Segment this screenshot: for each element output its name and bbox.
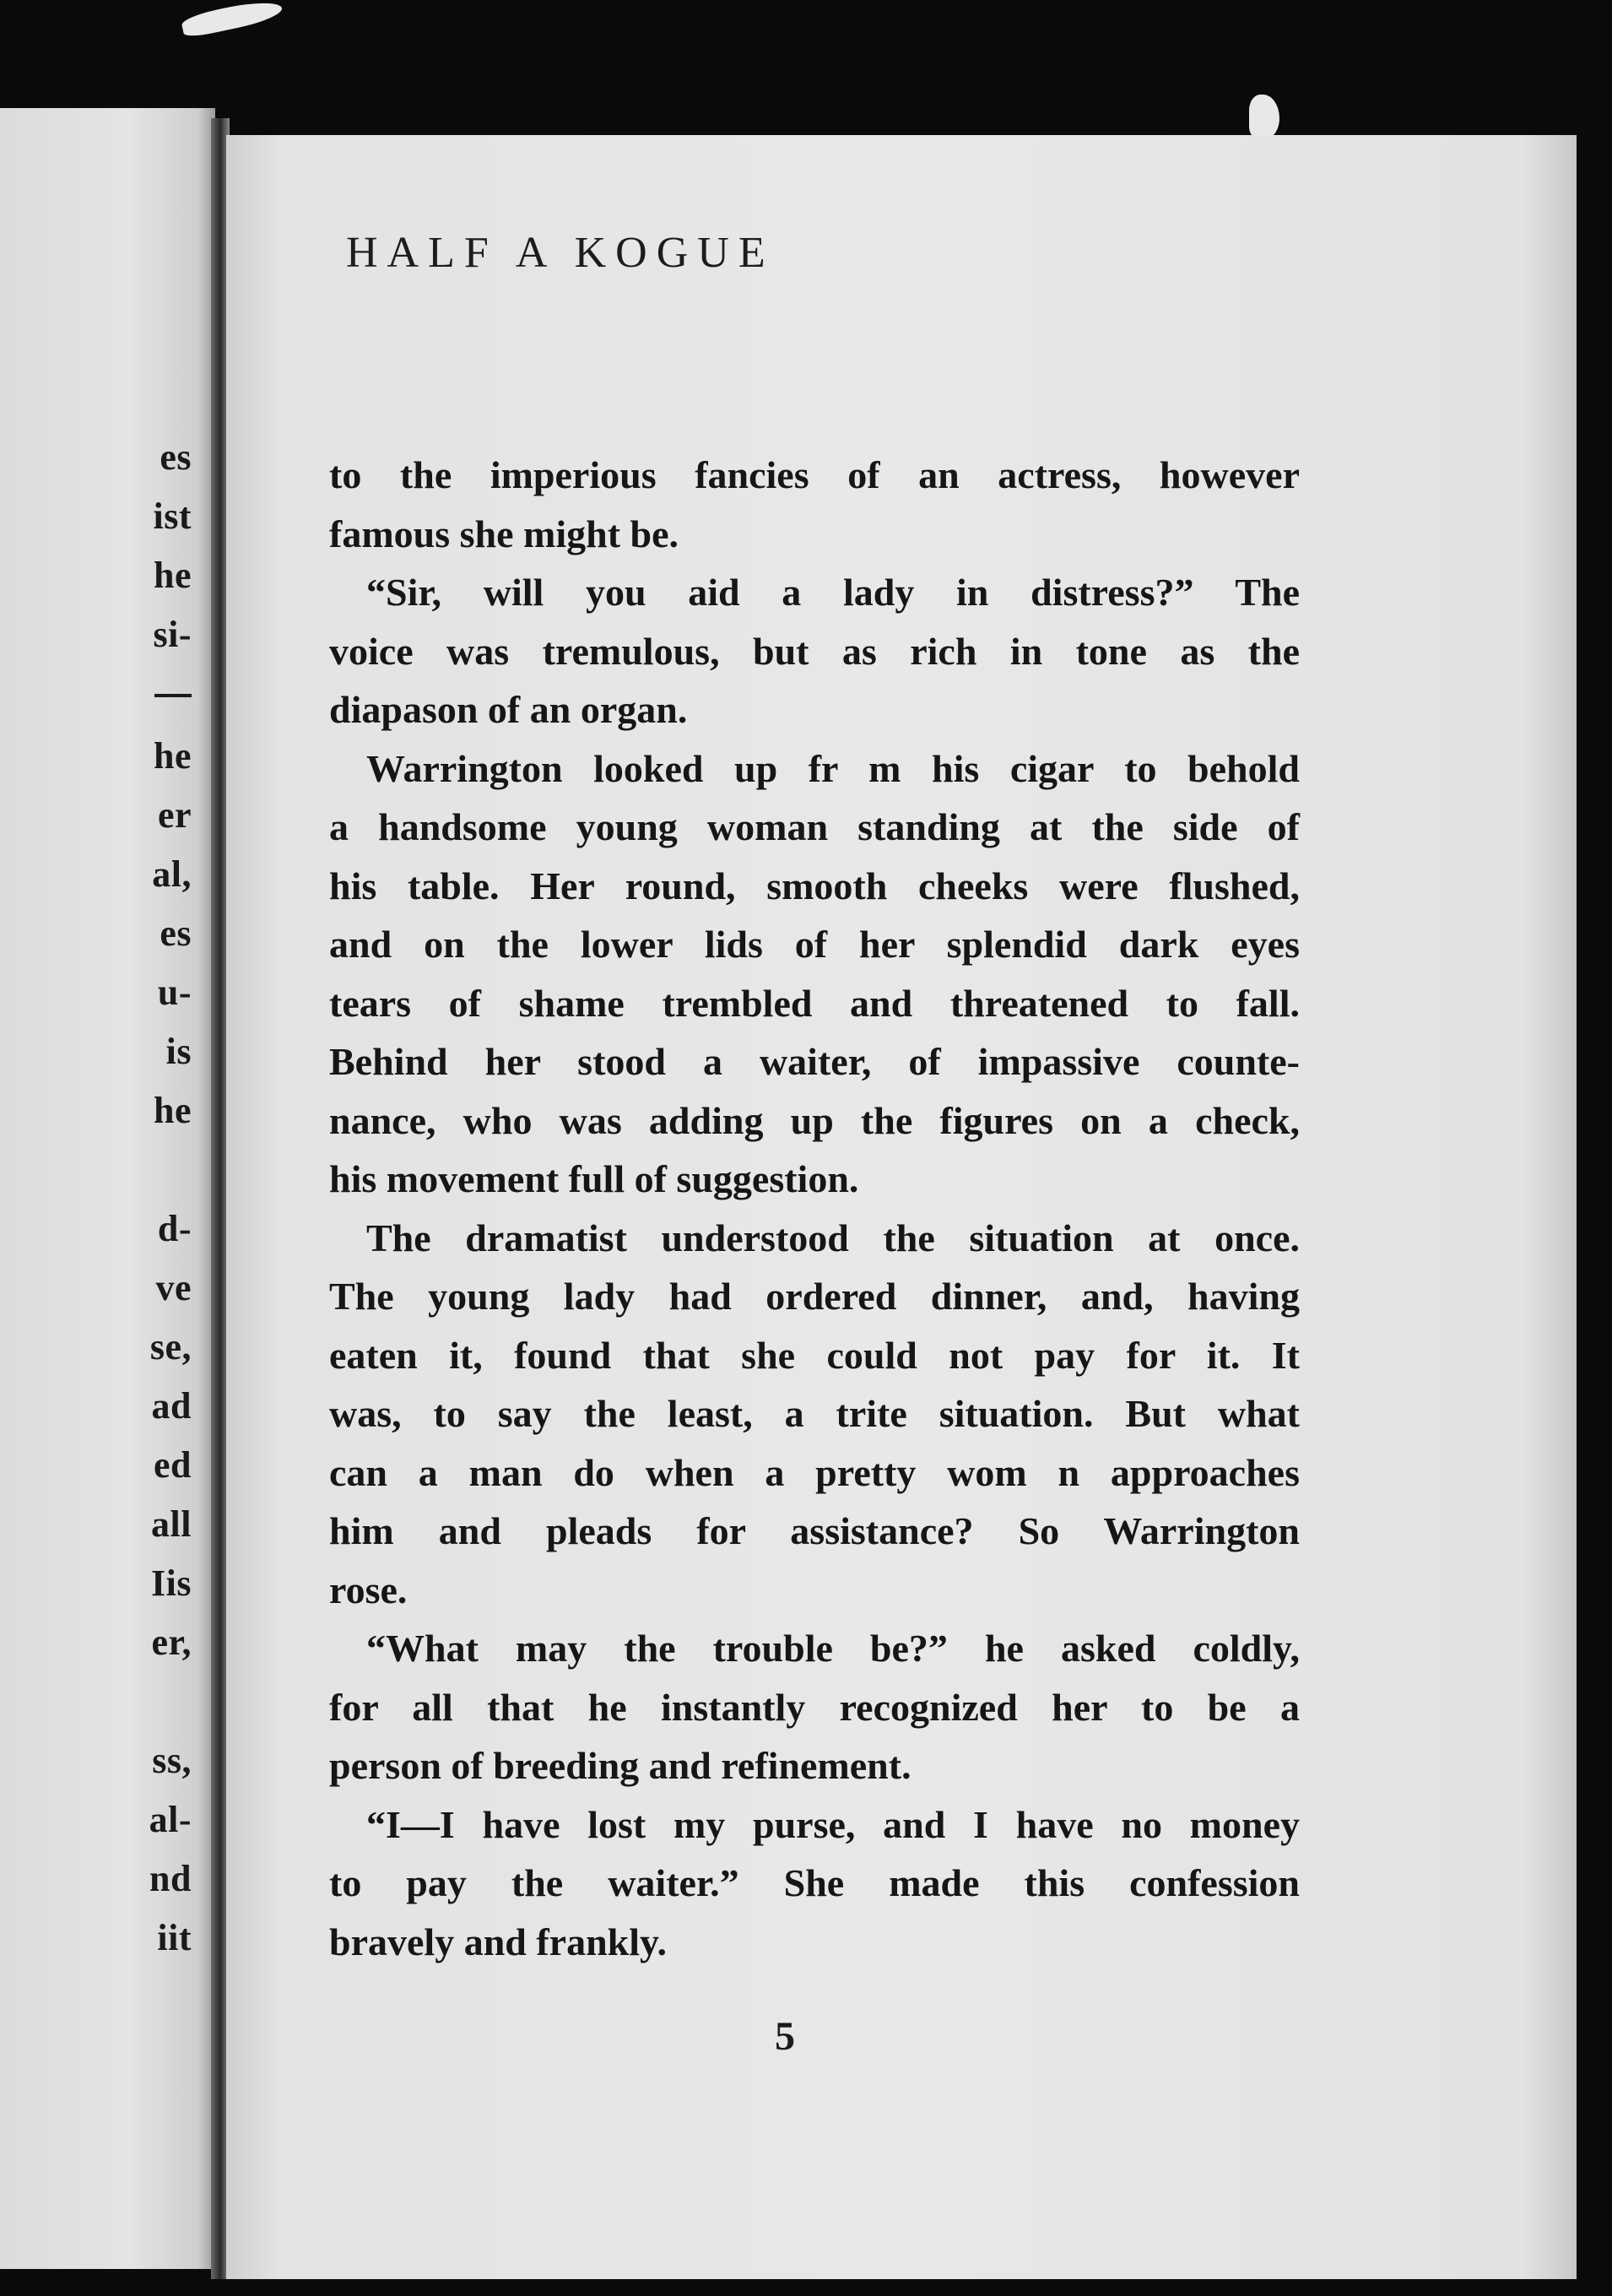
facing-page-fragment: se, (149, 1326, 192, 1367)
facing-page-fragment: ed (154, 1444, 192, 1486)
facing-page-fragment: ist (153, 495, 192, 537)
text-line: tears of shame trembled and threatened to fall. (329, 981, 1300, 1025)
text-line: person of breeding and refinement. (329, 1744, 911, 1787)
text-line: a handsome young woman standing at the side of (329, 805, 1300, 848)
facing-page-fragment: ve (155, 1267, 192, 1308)
text-line: was, to say the least, a trite situation. But what (329, 1392, 1300, 1435)
text-line: rose. (329, 1568, 408, 1611)
facing-page-fragment: er (157, 794, 192, 836)
text-line: The dramatist understood the situation at once. (366, 1216, 1300, 1259)
text-line: to pay the waiter.” She made this confession (329, 1861, 1300, 1904)
text-line: and on the lower lids of her splendid dark eyes (329, 923, 1300, 966)
page-number: 5 (775, 2014, 795, 2059)
text-line: can a man do when a pretty wom n approaches (329, 1450, 1300, 1494)
text-line: nance, who was adding up the figures on a check, (329, 1098, 1300, 1142)
text-line: him and pleads for assistance? So Warrington (329, 1509, 1300, 1552)
facing-page-dash (154, 694, 192, 697)
facing-page-fragment: es (160, 436, 192, 478)
facing-page-fragment: is (165, 1031, 192, 1072)
text-line: “I—I have lost my purse, and I have no money (366, 1802, 1300, 1846)
text-line: famous she might be. (329, 512, 679, 555)
facing-page-fragment: al- (149, 1799, 192, 1840)
text-line: to the imperious fancies of an actress, however (329, 453, 1300, 496)
facing-page-fragment: iit (157, 1917, 192, 1958)
text-line: voice was tremulous, but as rich in tone as the (329, 629, 1300, 673)
facing-page-fragment: si- (153, 614, 192, 655)
facing-page-fragment: he (154, 1090, 192, 1131)
facing-page-fragment: nd (149, 1858, 192, 1899)
running-head: HALF A KOGUE (346, 229, 775, 277)
text-line: eaten it, found that she could not pay for it. It (329, 1333, 1300, 1377)
text-line: Behind her stood a waiter, of impassive counte- (329, 1040, 1300, 1083)
facing-page-fragment: er, (151, 1622, 192, 1663)
text-line: his table. Her round, smooth cheeks were flushed, (329, 864, 1300, 907)
facing-page-fragment: es (160, 912, 192, 954)
text-line: diapason of an organ. (329, 688, 688, 731)
text-line: Warrington looked up fr m his cigar to behold (366, 746, 1300, 790)
facing-page-fragment: Iis (151, 1562, 192, 1604)
facing-page-fragment: d- (157, 1208, 192, 1249)
text-line: The young lady had ordered dinner, and, having (329, 1275, 1300, 1318)
facing-page-fragment: al, (152, 853, 192, 895)
body-text (329, 446, 1300, 1971)
facing-page-fragment: ad (151, 1385, 192, 1427)
facing-page (0, 108, 215, 2269)
facing-page-fragment: he (154, 555, 192, 596)
text-line: “What may the trouble be?” he asked coldly, (366, 1627, 1300, 1670)
text-line: “Sir, will you aid a lady in distress?” The (366, 571, 1300, 614)
scan-speck (181, 0, 284, 39)
facing-page-fragment: u- (157, 972, 192, 1013)
text-line: bravely and frankly. (329, 1920, 668, 1963)
facing-page-fragment: all (151, 1503, 192, 1545)
facing-page-fragment: ss, (152, 1740, 192, 1781)
scan-speck (1249, 95, 1279, 138)
facing-page-fragment: he (154, 735, 192, 777)
text-line: his movement full of suggestion. (329, 1157, 859, 1200)
text-line: for all that he instantly recognized her to be a (329, 1685, 1300, 1729)
